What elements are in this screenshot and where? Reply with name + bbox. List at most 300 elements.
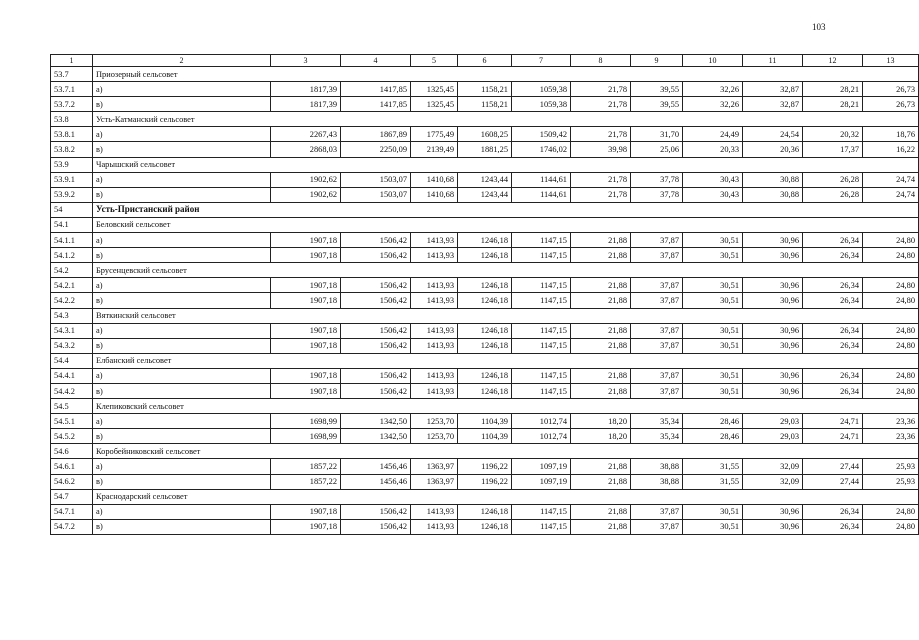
row-label: а) bbox=[93, 127, 271, 142]
council-row bbox=[51, 263, 919, 278]
council-row bbox=[51, 399, 919, 414]
value-cell: 30,96 bbox=[743, 248, 803, 263]
row-code: 53.9.2 bbox=[51, 187, 93, 202]
value-cell: 26,73 bbox=[863, 97, 919, 112]
table-row bbox=[51, 233, 919, 248]
value-cell: 1246,18 bbox=[458, 278, 512, 293]
value-cell: 38,88 bbox=[631, 459, 683, 474]
table-row bbox=[51, 474, 919, 489]
row-label: а) bbox=[93, 233, 271, 248]
council-row bbox=[51, 217, 919, 232]
value-cell: 30,51 bbox=[683, 338, 743, 353]
row-code: 54.4.1 bbox=[51, 368, 93, 383]
value-cell: 26,34 bbox=[803, 504, 863, 519]
value-cell: 1417,85 bbox=[341, 97, 411, 112]
value-cell: 24,80 bbox=[863, 338, 919, 353]
value-cell: 24,80 bbox=[863, 248, 919, 263]
row-code: 54.2.2 bbox=[51, 293, 93, 308]
value-cell: 27,44 bbox=[803, 474, 863, 489]
value-cell: 1363,97 bbox=[411, 474, 458, 489]
value-cell: 21,78 bbox=[571, 97, 631, 112]
column-number: 4 bbox=[341, 55, 411, 67]
council-row bbox=[51, 157, 919, 172]
value-cell: 1413,93 bbox=[411, 368, 458, 383]
value-cell: 30,96 bbox=[743, 323, 803, 338]
value-cell: 1147,15 bbox=[512, 519, 571, 534]
value-cell: 1907,18 bbox=[271, 278, 341, 293]
value-cell: 23,36 bbox=[863, 414, 919, 429]
value-cell: 1413,93 bbox=[411, 519, 458, 534]
council-row bbox=[51, 489, 919, 504]
value-cell: 25,06 bbox=[631, 142, 683, 157]
value-cell: 24,74 bbox=[863, 172, 919, 187]
value-cell: 35,34 bbox=[631, 414, 683, 429]
value-cell: 1147,15 bbox=[512, 293, 571, 308]
row-code: 53.8.2 bbox=[51, 142, 93, 157]
value-cell: 1907,18 bbox=[271, 383, 341, 398]
value-cell: 1097,19 bbox=[512, 459, 571, 474]
value-cell: 1246,18 bbox=[458, 293, 512, 308]
row-label: а) bbox=[93, 278, 271, 293]
value-cell: 2139,49 bbox=[411, 142, 458, 157]
value-cell: 1506,42 bbox=[341, 504, 411, 519]
value-cell: 18,20 bbox=[571, 429, 631, 444]
value-cell: 1817,39 bbox=[271, 82, 341, 97]
column-number: 6 bbox=[458, 55, 512, 67]
value-cell: 1907,18 bbox=[271, 233, 341, 248]
value-cell: 1907,18 bbox=[271, 248, 341, 263]
row-code: 54.1 bbox=[51, 217, 93, 232]
column-number: 13 bbox=[863, 55, 919, 67]
row-label: а) bbox=[93, 172, 271, 187]
value-cell: 24,80 bbox=[863, 278, 919, 293]
council-name: Усть-Катманский сельсовет bbox=[93, 112, 919, 127]
value-cell: 2250,09 bbox=[341, 142, 411, 157]
value-cell: 28,46 bbox=[683, 429, 743, 444]
table-row bbox=[51, 383, 919, 398]
value-cell: 18,20 bbox=[571, 414, 631, 429]
table-row bbox=[51, 172, 919, 187]
row-label: а) bbox=[93, 368, 271, 383]
value-cell: 1506,42 bbox=[341, 519, 411, 534]
value-cell: 30,51 bbox=[683, 368, 743, 383]
row-code: 54.1.1 bbox=[51, 233, 93, 248]
value-cell: 21,88 bbox=[571, 293, 631, 308]
value-cell: 23,36 bbox=[863, 429, 919, 444]
value-cell: 1746,02 bbox=[512, 142, 571, 157]
value-cell: 1506,42 bbox=[341, 383, 411, 398]
value-cell: 30,96 bbox=[743, 383, 803, 398]
value-cell: 2267,43 bbox=[271, 127, 341, 142]
value-cell: 1503,07 bbox=[341, 187, 411, 202]
value-cell: 26,34 bbox=[803, 248, 863, 263]
value-cell: 1867,89 bbox=[341, 127, 411, 142]
value-cell: 24,80 bbox=[863, 233, 919, 248]
value-cell: 37,87 bbox=[631, 383, 683, 398]
value-cell: 30,96 bbox=[743, 338, 803, 353]
council-name: Елбанский сельсовет bbox=[93, 353, 919, 368]
table-row bbox=[51, 278, 919, 293]
value-cell: 32,09 bbox=[743, 459, 803, 474]
value-cell: 28,21 bbox=[803, 82, 863, 97]
row-code: 54.6.2 bbox=[51, 474, 93, 489]
value-cell: 1410,68 bbox=[411, 187, 458, 202]
row-code: 53.7.2 bbox=[51, 97, 93, 112]
value-cell: 1246,18 bbox=[458, 323, 512, 338]
value-cell: 1698,99 bbox=[271, 429, 341, 444]
row-code: 53.9 bbox=[51, 157, 93, 172]
value-cell: 1104,39 bbox=[458, 414, 512, 429]
value-cell: 1246,18 bbox=[458, 248, 512, 263]
value-cell: 1417,85 bbox=[341, 82, 411, 97]
value-cell: 1342,50 bbox=[341, 414, 411, 429]
value-cell: 1907,18 bbox=[271, 504, 341, 519]
value-cell: 37,87 bbox=[631, 278, 683, 293]
value-cell: 30,96 bbox=[743, 504, 803, 519]
table-row bbox=[51, 142, 919, 157]
value-cell: 17,37 bbox=[803, 142, 863, 157]
value-cell: 26,34 bbox=[803, 338, 863, 353]
row-label: в) bbox=[93, 338, 271, 353]
column-number: 9 bbox=[631, 55, 683, 67]
value-cell: 26,34 bbox=[803, 383, 863, 398]
value-cell: 1147,15 bbox=[512, 248, 571, 263]
value-cell: 37,87 bbox=[631, 338, 683, 353]
value-cell: 1857,22 bbox=[271, 459, 341, 474]
row-code: 54.5 bbox=[51, 399, 93, 414]
district-name: Усть-Пристанский район bbox=[93, 202, 919, 217]
row-label: в) bbox=[93, 97, 271, 112]
value-cell: 26,28 bbox=[803, 187, 863, 202]
value-cell: 29,03 bbox=[743, 429, 803, 444]
value-cell: 1253,70 bbox=[411, 429, 458, 444]
value-cell: 35,34 bbox=[631, 429, 683, 444]
row-code: 54.7.1 bbox=[51, 504, 93, 519]
table-row bbox=[51, 504, 919, 519]
value-cell: 1608,25 bbox=[458, 127, 512, 142]
value-cell: 30,96 bbox=[743, 233, 803, 248]
value-cell: 30,88 bbox=[743, 172, 803, 187]
value-cell: 1012,74 bbox=[512, 414, 571, 429]
row-label: в) bbox=[93, 519, 271, 534]
value-cell: 21,78 bbox=[571, 172, 631, 187]
value-cell: 1775,49 bbox=[411, 127, 458, 142]
row-label: а) bbox=[93, 504, 271, 519]
column-number: 2 bbox=[93, 55, 271, 67]
value-cell: 24,71 bbox=[803, 429, 863, 444]
value-cell: 25,93 bbox=[863, 459, 919, 474]
value-cell: 1506,42 bbox=[341, 233, 411, 248]
row-label: а) bbox=[93, 459, 271, 474]
value-cell: 37,78 bbox=[631, 172, 683, 187]
value-cell: 1413,93 bbox=[411, 383, 458, 398]
value-cell: 1503,07 bbox=[341, 172, 411, 187]
value-cell: 30,96 bbox=[743, 519, 803, 534]
value-cell: 31,55 bbox=[683, 474, 743, 489]
value-cell: 30,51 bbox=[683, 293, 743, 308]
value-cell: 26,34 bbox=[803, 323, 863, 338]
column-number: 3 bbox=[271, 55, 341, 67]
value-cell: 21,88 bbox=[571, 248, 631, 263]
value-cell: 1907,18 bbox=[271, 519, 341, 534]
row-label: в) bbox=[93, 248, 271, 263]
value-cell: 1012,74 bbox=[512, 429, 571, 444]
row-code: 54.2 bbox=[51, 263, 93, 278]
value-cell: 1147,15 bbox=[512, 323, 571, 338]
value-cell: 20,32 bbox=[803, 127, 863, 142]
value-cell: 16,22 bbox=[863, 142, 919, 157]
value-cell: 1144,61 bbox=[512, 172, 571, 187]
value-cell: 25,93 bbox=[863, 474, 919, 489]
value-cell: 32,26 bbox=[683, 97, 743, 112]
value-cell: 1506,42 bbox=[341, 323, 411, 338]
council-name: Чарышский сельсовет bbox=[93, 157, 919, 172]
table-row bbox=[51, 82, 919, 97]
value-cell: 28,21 bbox=[803, 97, 863, 112]
table-row bbox=[51, 519, 919, 534]
row-code: 53.9.1 bbox=[51, 172, 93, 187]
table-row bbox=[51, 429, 919, 444]
column-number: 1 bbox=[51, 55, 93, 67]
value-cell: 1243,44 bbox=[458, 172, 512, 187]
value-cell: 1506,42 bbox=[341, 248, 411, 263]
council-row bbox=[51, 353, 919, 368]
value-cell: 31,70 bbox=[631, 127, 683, 142]
value-cell: 26,34 bbox=[803, 293, 863, 308]
value-cell: 1363,97 bbox=[411, 459, 458, 474]
table-row bbox=[51, 323, 919, 338]
table-row bbox=[51, 248, 919, 263]
value-cell: 1410,68 bbox=[411, 172, 458, 187]
table-row bbox=[51, 187, 919, 202]
value-cell: 1506,42 bbox=[341, 368, 411, 383]
row-label: а) bbox=[93, 414, 271, 429]
value-cell: 1902,62 bbox=[271, 172, 341, 187]
value-cell: 39,55 bbox=[631, 97, 683, 112]
value-cell: 1246,18 bbox=[458, 368, 512, 383]
value-cell: 29,03 bbox=[743, 414, 803, 429]
value-cell: 1881,25 bbox=[458, 142, 512, 157]
value-cell: 24,80 bbox=[863, 368, 919, 383]
value-cell: 1059,38 bbox=[512, 97, 571, 112]
value-cell: 20,36 bbox=[743, 142, 803, 157]
value-cell: 24,80 bbox=[863, 504, 919, 519]
value-cell: 1325,45 bbox=[411, 82, 458, 97]
value-cell: 39,98 bbox=[571, 142, 631, 157]
value-cell: 28,46 bbox=[683, 414, 743, 429]
value-cell: 39,55 bbox=[631, 82, 683, 97]
column-number-row bbox=[51, 55, 919, 67]
value-cell: 30,88 bbox=[743, 187, 803, 202]
district-row bbox=[51, 202, 919, 217]
row-label: в) bbox=[93, 474, 271, 489]
value-cell: 1158,21 bbox=[458, 82, 512, 97]
row-label: в) bbox=[93, 293, 271, 308]
value-cell: 21,88 bbox=[571, 504, 631, 519]
value-cell: 1144,61 bbox=[512, 187, 571, 202]
row-code: 53.7.1 bbox=[51, 82, 93, 97]
council-row bbox=[51, 67, 919, 82]
value-cell: 21,78 bbox=[571, 82, 631, 97]
tariff-table bbox=[50, 54, 919, 535]
value-cell: 30,43 bbox=[683, 187, 743, 202]
value-cell: 1059,38 bbox=[512, 82, 571, 97]
value-cell: 24,54 bbox=[743, 127, 803, 142]
value-cell: 26,34 bbox=[803, 368, 863, 383]
value-cell: 37,87 bbox=[631, 519, 683, 534]
value-cell: 1817,39 bbox=[271, 97, 341, 112]
value-cell: 26,73 bbox=[863, 82, 919, 97]
value-cell: 1698,99 bbox=[271, 414, 341, 429]
council-name: Коробейниковский сельсовет bbox=[93, 444, 919, 459]
value-cell: 30,51 bbox=[683, 323, 743, 338]
value-cell: 1246,18 bbox=[458, 519, 512, 534]
table-row bbox=[51, 338, 919, 353]
row-code: 54.6.1 bbox=[51, 459, 93, 474]
row-code: 53.8 bbox=[51, 112, 93, 127]
value-cell: 26,34 bbox=[803, 233, 863, 248]
value-cell: 1509,42 bbox=[512, 127, 571, 142]
row-label: в) bbox=[93, 142, 271, 157]
row-label: в) bbox=[93, 383, 271, 398]
row-code: 54.3.1 bbox=[51, 323, 93, 338]
value-cell: 1325,45 bbox=[411, 97, 458, 112]
value-cell: 37,87 bbox=[631, 504, 683, 519]
council-name: Вяткинский сельсовет bbox=[93, 308, 919, 323]
value-cell: 1907,18 bbox=[271, 323, 341, 338]
value-cell: 30,51 bbox=[683, 233, 743, 248]
value-cell: 21,88 bbox=[571, 368, 631, 383]
value-cell: 1158,21 bbox=[458, 97, 512, 112]
value-cell: 1147,15 bbox=[512, 383, 571, 398]
value-cell: 1857,22 bbox=[271, 474, 341, 489]
value-cell: 21,88 bbox=[571, 459, 631, 474]
value-cell: 30,51 bbox=[683, 504, 743, 519]
value-cell: 1196,22 bbox=[458, 459, 512, 474]
value-cell: 21,88 bbox=[571, 519, 631, 534]
value-cell: 31,55 bbox=[683, 459, 743, 474]
value-cell: 1342,50 bbox=[341, 429, 411, 444]
value-cell: 20,33 bbox=[683, 142, 743, 157]
value-cell: 24,49 bbox=[683, 127, 743, 142]
value-cell: 1413,93 bbox=[411, 293, 458, 308]
value-cell: 21,88 bbox=[571, 233, 631, 248]
value-cell: 1506,42 bbox=[341, 278, 411, 293]
value-cell: 30,96 bbox=[743, 293, 803, 308]
value-cell: 1902,62 bbox=[271, 187, 341, 202]
value-cell: 1506,42 bbox=[341, 338, 411, 353]
value-cell: 1907,18 bbox=[271, 293, 341, 308]
value-cell: 1413,93 bbox=[411, 338, 458, 353]
value-cell: 21,88 bbox=[571, 338, 631, 353]
table-row bbox=[51, 414, 919, 429]
value-cell: 1246,18 bbox=[458, 338, 512, 353]
value-cell: 30,51 bbox=[683, 278, 743, 293]
row-code: 54.7 bbox=[51, 489, 93, 504]
value-cell: 1907,18 bbox=[271, 338, 341, 353]
council-name: Беловский сельсовет bbox=[93, 217, 919, 232]
value-cell: 1243,44 bbox=[458, 187, 512, 202]
value-cell: 32,26 bbox=[683, 82, 743, 97]
table-row bbox=[51, 368, 919, 383]
table-row bbox=[51, 293, 919, 308]
value-cell: 24,80 bbox=[863, 519, 919, 534]
value-cell: 1413,93 bbox=[411, 323, 458, 338]
value-cell: 1456,46 bbox=[341, 459, 411, 474]
value-cell: 21,88 bbox=[571, 278, 631, 293]
value-cell: 30,51 bbox=[683, 519, 743, 534]
value-cell: 21,78 bbox=[571, 187, 631, 202]
value-cell: 21,88 bbox=[571, 474, 631, 489]
value-cell: 37,87 bbox=[631, 293, 683, 308]
row-code: 54.7.2 bbox=[51, 519, 93, 534]
council-row bbox=[51, 308, 919, 323]
value-cell: 1196,22 bbox=[458, 474, 512, 489]
value-cell: 21,88 bbox=[571, 383, 631, 398]
value-cell: 38,88 bbox=[631, 474, 683, 489]
row-code: 54.4 bbox=[51, 353, 93, 368]
value-cell: 1413,93 bbox=[411, 248, 458, 263]
value-cell: 1246,18 bbox=[458, 504, 512, 519]
value-cell: 30,96 bbox=[743, 278, 803, 293]
value-cell: 1506,42 bbox=[341, 293, 411, 308]
value-cell: 37,87 bbox=[631, 233, 683, 248]
council-row bbox=[51, 444, 919, 459]
value-cell: 30,51 bbox=[683, 383, 743, 398]
value-cell: 24,80 bbox=[863, 293, 919, 308]
row-label: а) bbox=[93, 323, 271, 338]
value-cell: 1413,93 bbox=[411, 233, 458, 248]
value-cell: 24,80 bbox=[863, 323, 919, 338]
value-cell: 1253,70 bbox=[411, 414, 458, 429]
column-number: 12 bbox=[803, 55, 863, 67]
row-code: 54.5.1 bbox=[51, 414, 93, 429]
value-cell: 21,88 bbox=[571, 323, 631, 338]
row-code: 54.2.1 bbox=[51, 278, 93, 293]
value-cell: 1147,15 bbox=[512, 504, 571, 519]
value-cell: 1413,93 bbox=[411, 278, 458, 293]
row-code: 54 bbox=[51, 202, 93, 217]
row-label: а) bbox=[93, 82, 271, 97]
value-cell: 18,76 bbox=[863, 127, 919, 142]
column-number: 8 bbox=[571, 55, 631, 67]
value-cell: 32,09 bbox=[743, 474, 803, 489]
value-cell: 26,34 bbox=[803, 519, 863, 534]
council-row bbox=[51, 112, 919, 127]
value-cell: 37,78 bbox=[631, 187, 683, 202]
value-cell: 26,34 bbox=[803, 278, 863, 293]
value-cell: 1246,18 bbox=[458, 233, 512, 248]
value-cell: 1147,15 bbox=[512, 338, 571, 353]
value-cell: 27,44 bbox=[803, 459, 863, 474]
page-number: 103 bbox=[812, 22, 826, 32]
council-name: Брусенцевский сельсовет bbox=[93, 263, 919, 278]
value-cell: 1147,15 bbox=[512, 278, 571, 293]
value-cell: 24,71 bbox=[803, 414, 863, 429]
value-cell: 37,87 bbox=[631, 248, 683, 263]
row-code: 54.3 bbox=[51, 308, 93, 323]
value-cell: 24,74 bbox=[863, 187, 919, 202]
row-code: 54.3.2 bbox=[51, 338, 93, 353]
value-cell: 2868,03 bbox=[271, 142, 341, 157]
column-number: 11 bbox=[743, 55, 803, 67]
value-cell: 1104,39 bbox=[458, 429, 512, 444]
row-code: 53.7 bbox=[51, 67, 93, 82]
column-number: 10 bbox=[683, 55, 743, 67]
row-code: 53.8.1 bbox=[51, 127, 93, 142]
row-label: в) bbox=[93, 187, 271, 202]
value-cell: 32,87 bbox=[743, 82, 803, 97]
